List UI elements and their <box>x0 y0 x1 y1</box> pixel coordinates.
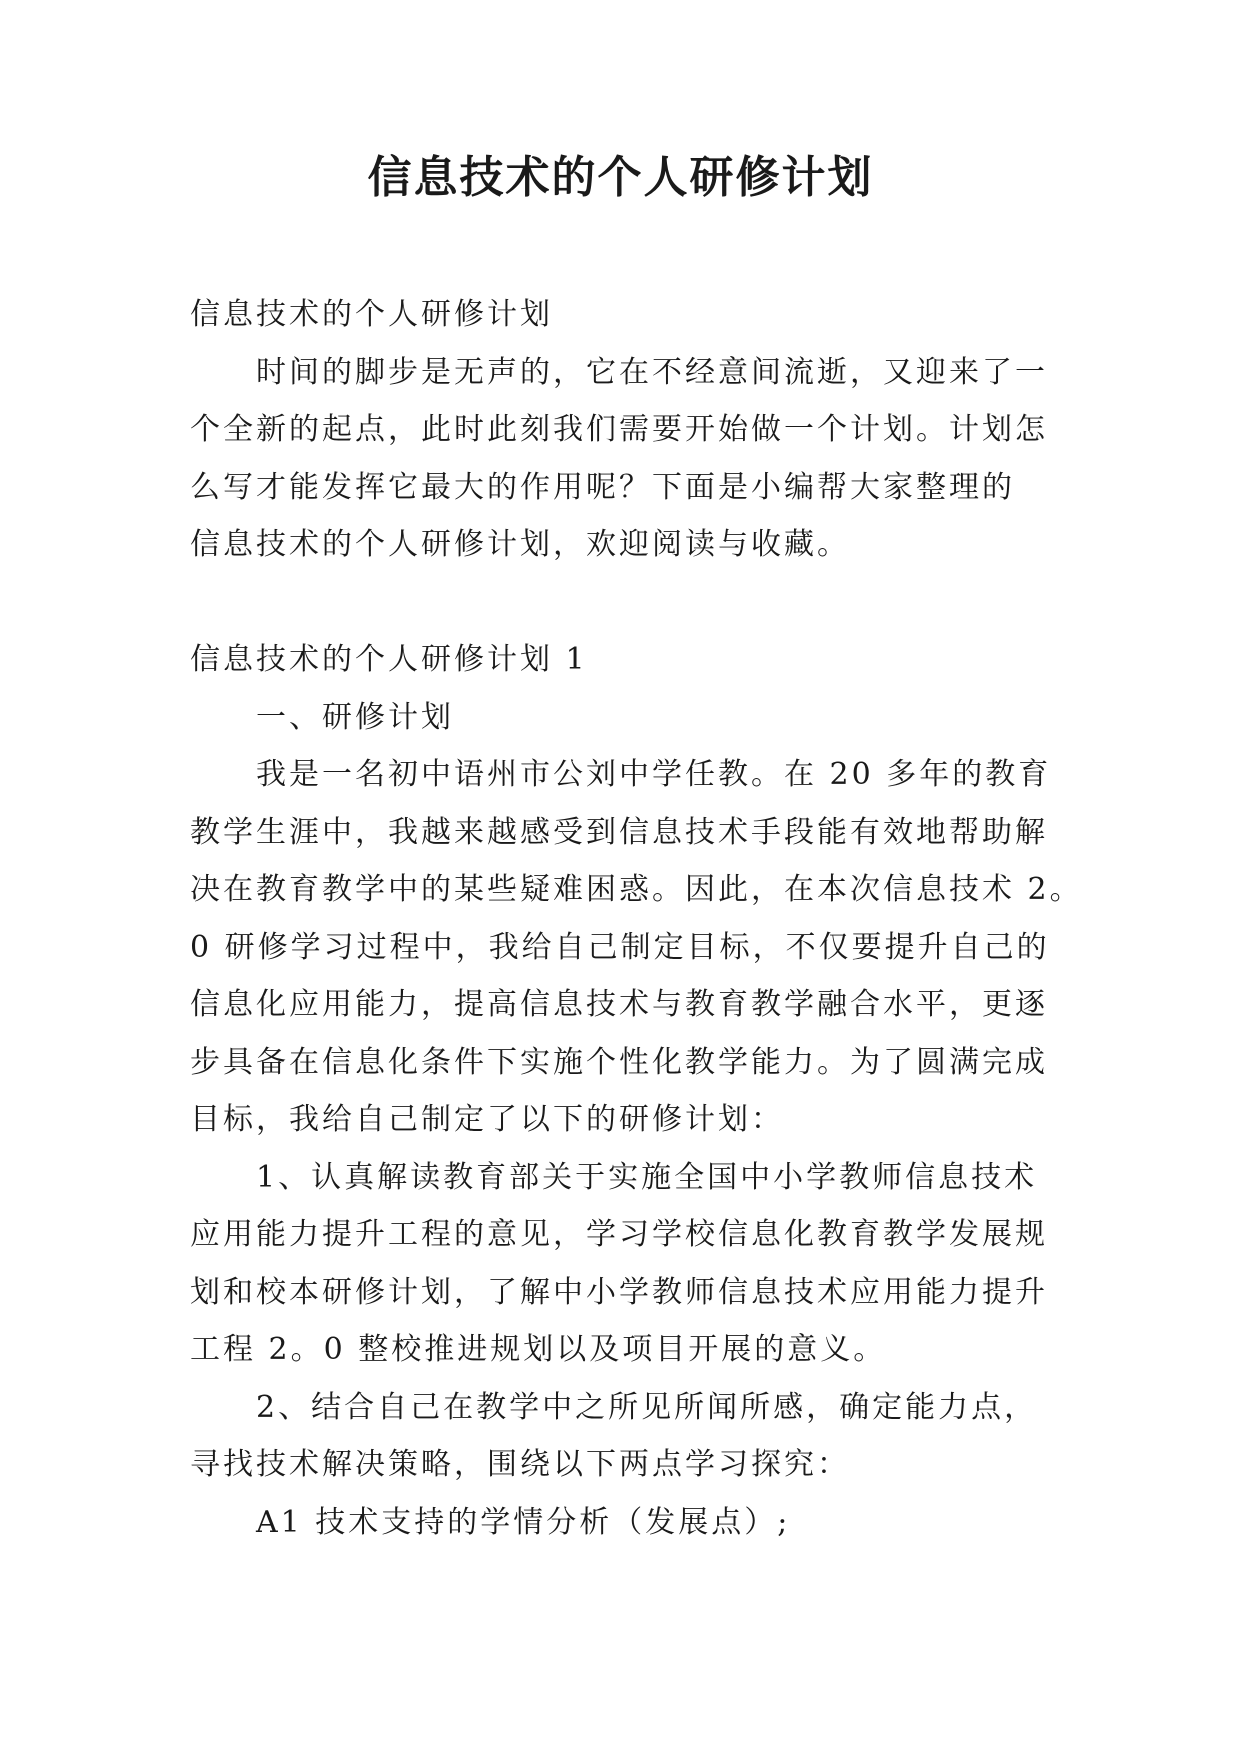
section-heading: 信息技术的个人研修计划 1 <box>190 642 588 677</box>
paragraph-line: 决在教育教学中的某些疑难困惑。因此，在本次信息技术 2。 <box>190 872 1083 907</box>
paragraph-line: 信息化应用能力，提高信息技术与教育教学融合水平，更逐 <box>190 987 1048 1022</box>
intro-line: 么写才能发挥它最大的作用呢？下面是小编帮大家整理的 <box>190 469 1015 505</box>
paragraph-line: 教学生涯中，我越来越感受到信息技术手段能有效地帮助解 <box>190 814 1048 850</box>
list-item-line: 寻找技术解决策略，围绕以下两点学习探究： <box>190 1447 850 1482</box>
paragraph-line: 步具备在信息化条件下实施个性化教学能力。为了圆满完成 <box>190 1044 1048 1080</box>
sub-item-line: A1 技术支持的学情分析（发展点）; <box>256 1504 791 1540</box>
list-item-line: 应用能力提升工程的意见，学习学校信息化教育教学发展规 <box>190 1217 1048 1252</box>
intro-line: 信息技术的个人研修计划，欢迎阅读与收藏。 <box>190 527 850 562</box>
list-item-line: 划和校本研修计划，了解中小学教师信息技术应用能力提升 <box>190 1274 1048 1310</box>
document-body <box>190 286 1083 1551</box>
list-item-line: 2、结合自己在教学中之所见所闻所感，确定能力点， <box>256 1389 1038 1425</box>
intro-line: 时间的脚步是无声的，它在不经意间流逝，又迎来了一 <box>256 354 1048 390</box>
paragraph-line: 目标，我给自己制定了以下的研修计划： <box>190 1102 784 1137</box>
list-item-line: 1、认真解读教育部关于实施全国中小学教师信息技术 <box>256 1159 1038 1195</box>
subtitle: 信息技术的个人研修计划 <box>190 297 553 332</box>
part-heading: 一、研修计划 <box>256 699 454 735</box>
paragraph-line: 0 研修学习过程中，我给自己制定目标，不仅要提升自己的 <box>190 929 1050 965</box>
paragraph-spacer <box>190 574 1070 632</box>
paragraph-line: 我是一名初中语州市公刘中学任教。在 20 多年的教育 <box>256 757 1052 792</box>
list-item-line: 工程 2。0 整校推进规划以及项目开展的意义。 <box>190 1332 887 1367</box>
document-title: 信息技术的个人研修计划 <box>367 152 874 203</box>
intro-line: 个全新的起点，此时此刻我们需要开始做一个计划。计划怎 <box>190 412 1048 447</box>
